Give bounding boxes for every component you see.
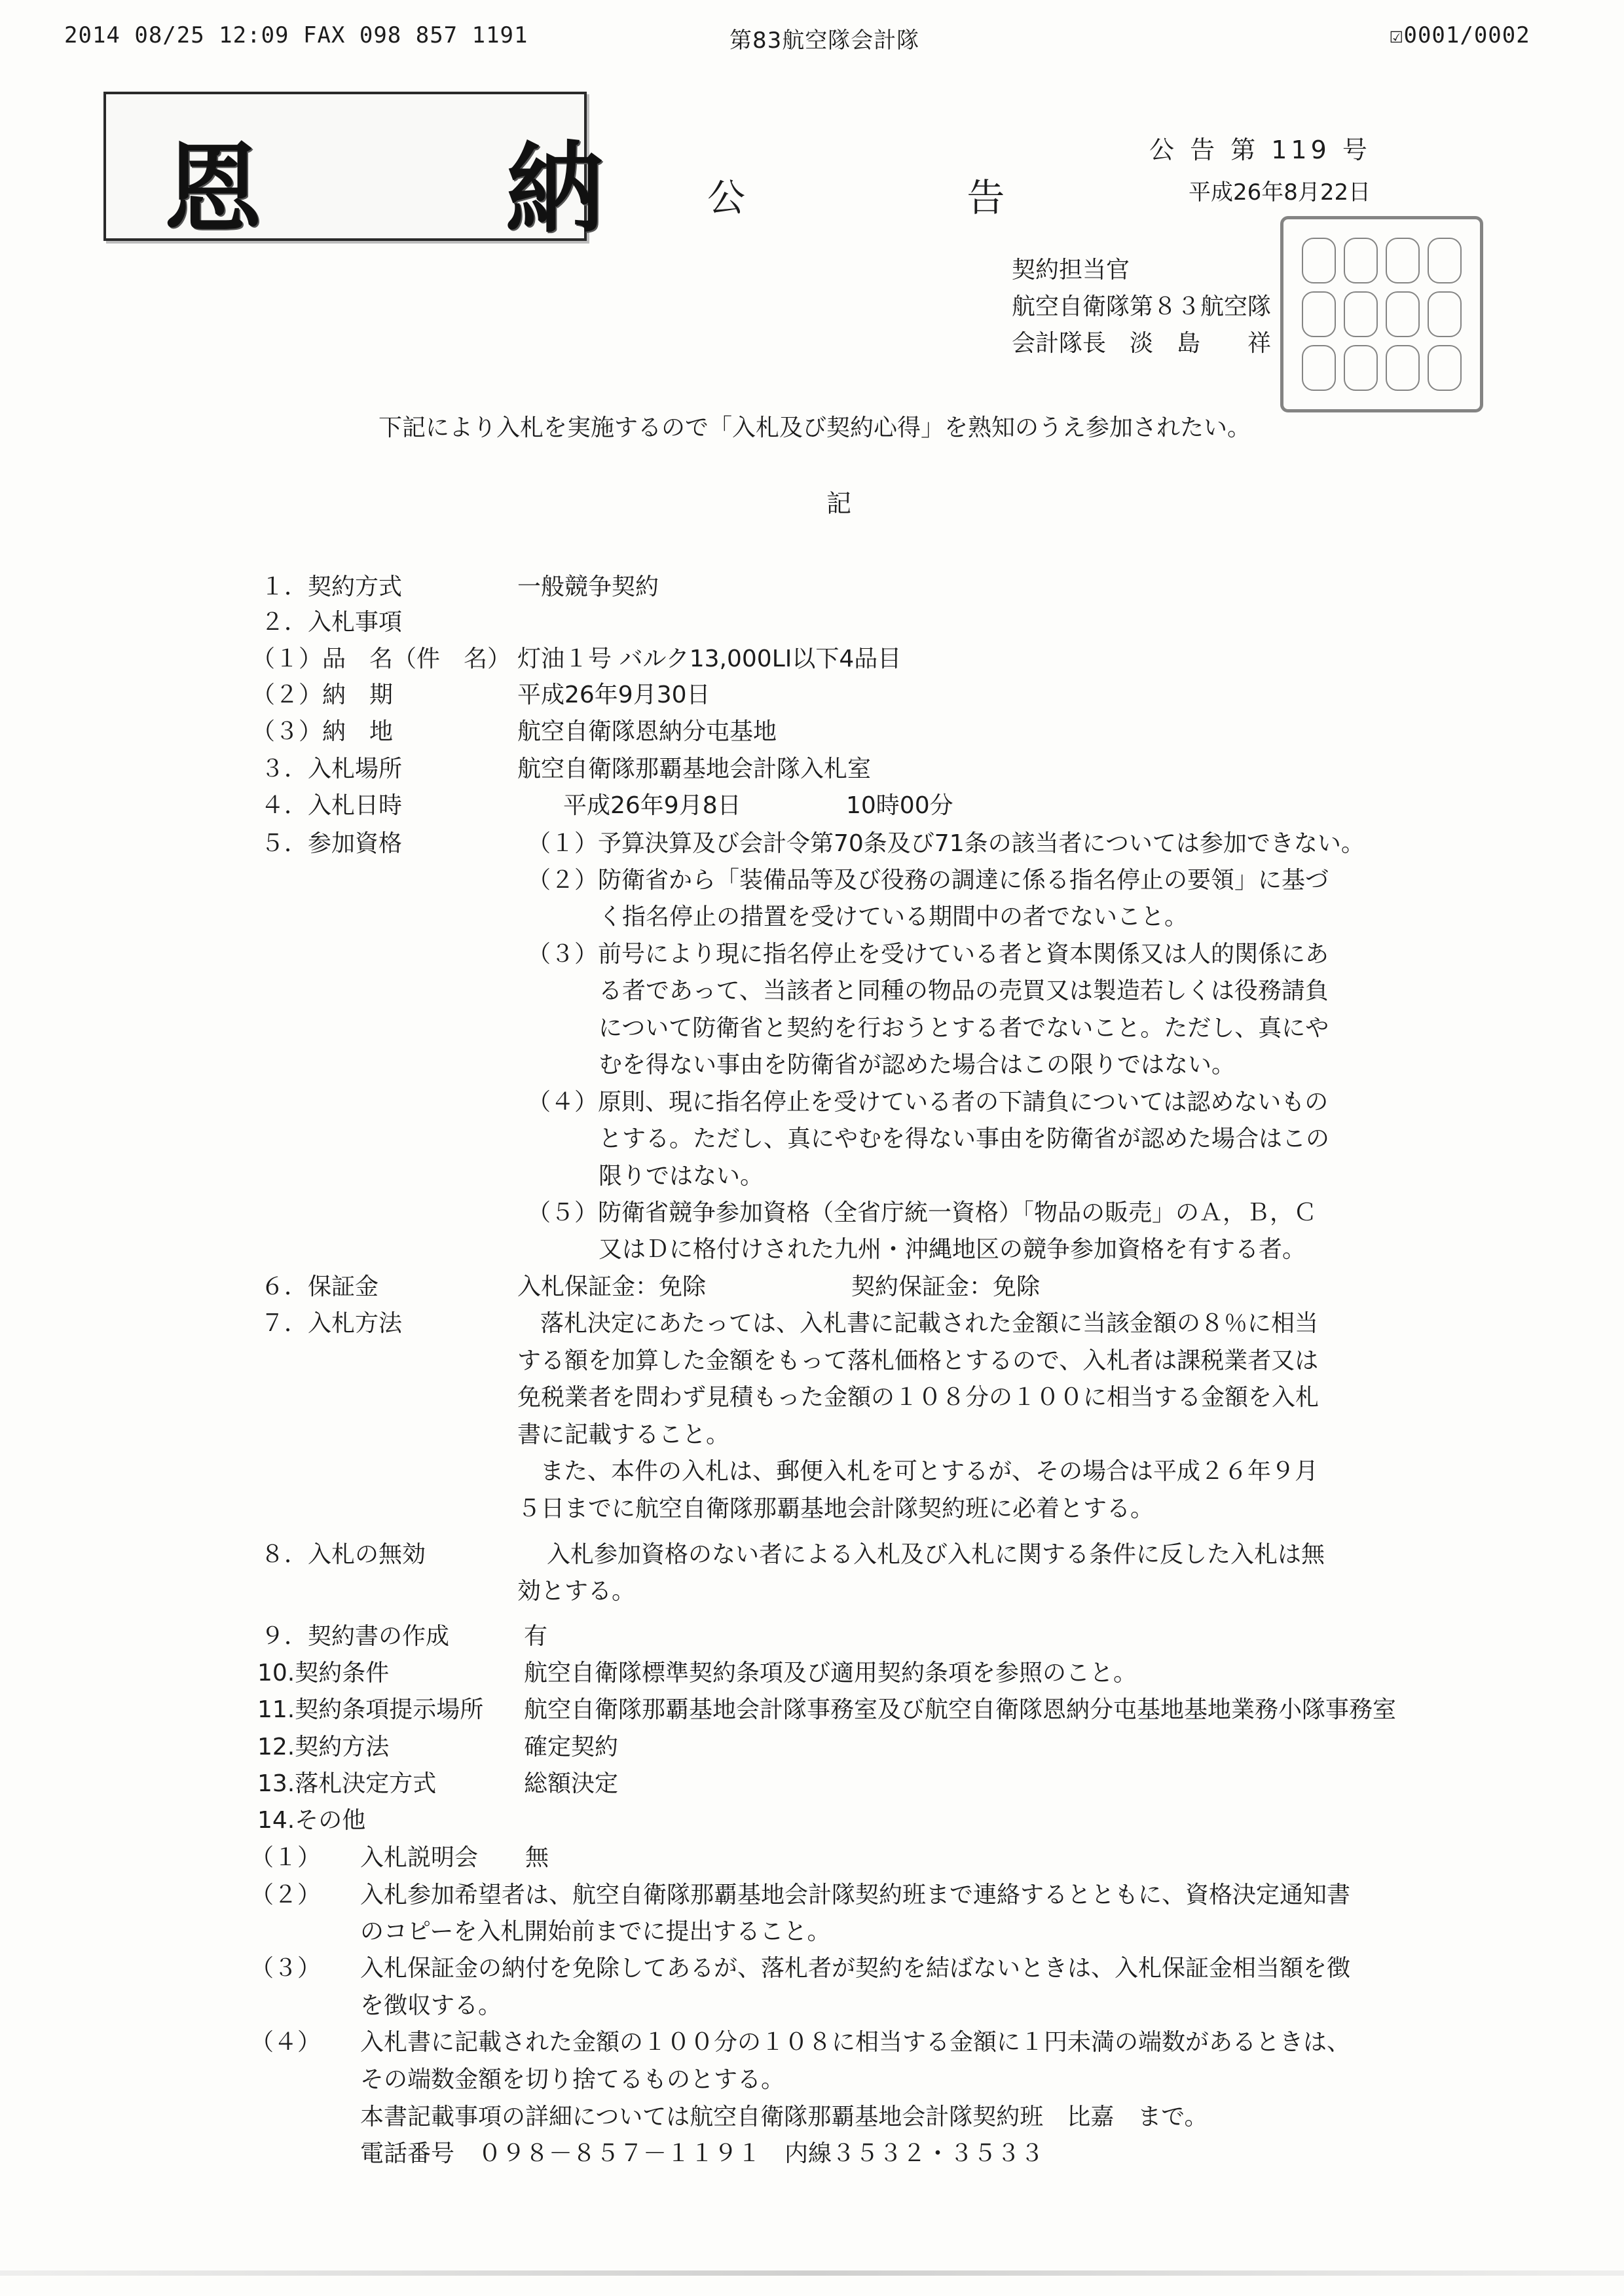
item-5-3d: むを得ない事由を防衛省が認めた場合はこの限りではない。 bbox=[599, 1051, 1236, 1078]
item-14-2a: 入札参加希望者は、航空自衛隊那覇基地会計隊契約班まで連絡するとともに、資格決定通知書 bbox=[360, 1882, 1351, 1908]
item-8-a: 入札参加資格のない者による入札及び入札に関する条件に反した入札は無 bbox=[547, 1541, 1325, 1568]
item-4-label: ４．入札日時 bbox=[261, 792, 403, 819]
item-6-bid-bond: 入札保証金：免除 bbox=[517, 1273, 707, 1300]
ki-heading: 記 bbox=[826, 489, 852, 518]
item-9-value: 有 bbox=[524, 1623, 548, 1650]
notice-number: 公 告 第 119 号 bbox=[1149, 136, 1371, 164]
item-2-1-value: 灯油１号 バルク13,000LI以下4品目 bbox=[517, 646, 902, 672]
document-title: 公 告 bbox=[707, 175, 1110, 220]
item-7-a: 落札決定にあたっては、入札書に記載された金額に当該金額の８％に相当 bbox=[540, 1310, 1319, 1337]
item-4-time: 10時00分 bbox=[846, 792, 953, 819]
item-2-2-label: （２）納 期 bbox=[251, 682, 394, 708]
item-13-label: 13.落札決定方式 bbox=[257, 1770, 437, 1797]
fax-header-unit: 第83航空隊会計隊 bbox=[729, 27, 920, 54]
item-5-3b: る者であって、当該者と同種の物品の売買又は製造若しくは役務請負 bbox=[599, 977, 1329, 1004]
item-14-3a: 入札保証金の納付を免除してあるが、落札者が契約を結ばないときは、入札保証金相当額を徴 bbox=[360, 1955, 1351, 1982]
phone-number: 電話番号 ０９８－８５７－１１９１ 内線３５３２・３５３３ bbox=[360, 2140, 1044, 2167]
item-7-d: 書に記載すること。 bbox=[517, 1421, 730, 1448]
item-5-label: ５．参加資格 bbox=[261, 830, 403, 857]
item-2-3-label: （３）納 地 bbox=[251, 718, 394, 745]
item-5-4a: （４）原則、現に指名停止を受けている者の下請負については認めないもの bbox=[527, 1089, 1329, 1116]
item-2-2-value: 平成26年9月30日 bbox=[517, 682, 710, 708]
item-14-4b: その端数金額を切り捨てるものとする。 bbox=[360, 2066, 785, 2093]
item-5-5a: （５）防衛省競争参加資格（全省庁統一資格）「物品の販売」のＡ，Ｂ，Ｃ bbox=[527, 1199, 1318, 1226]
item-5-2a: （２）防衛省から「装備品等及び役務の調達に係る指名停止の要領」に基づ bbox=[527, 867, 1329, 894]
item-5-4c: 限りではない。 bbox=[599, 1163, 764, 1190]
fax-header-page: ☑0001/0002 bbox=[1390, 22, 1530, 48]
item-10-value: 航空自衛隊標準契約条項及び適用契約条項を参照のこと。 bbox=[524, 1660, 1137, 1686]
fax-header-sender: 2014 08/25 12:09 FAX 098 857 1191 bbox=[64, 22, 528, 48]
item-6-label: ６．保証金 bbox=[261, 1273, 379, 1300]
item-7-e: また、本件の入札は、郵便入札を可とするが、その場合は平成２６年９月 bbox=[540, 1458, 1319, 1485]
item-7-f: ５日までに航空自衛隊那覇基地会計隊契約班に必着とする。 bbox=[517, 1495, 1154, 1522]
item-6-contract-bond: 契約保証金：免除 bbox=[851, 1273, 1041, 1300]
item-10-label: 10.契約条件 bbox=[257, 1660, 390, 1686]
item-1-value: 一般競争契約 bbox=[517, 574, 659, 600]
item-5-1: （１）予算決算及び会計令第70条及び71条の該当者については参加できない。 bbox=[527, 830, 1365, 857]
item-7-label: ７．入札方法 bbox=[261, 1310, 403, 1337]
item-2-label: ２．入札事項 bbox=[261, 609, 403, 636]
item-5-2b: く指名停止の措置を受けている期間中の者でないこと。 bbox=[599, 903, 1189, 930]
item-2-1-label: （１）品 名（件 名） bbox=[251, 646, 511, 672]
notice-date: 平成26年8月22日 bbox=[1189, 179, 1371, 206]
item-5-3c: について防衛省と契約を行おうとする者でないこと。ただし、真にや bbox=[599, 1015, 1329, 1042]
item-2-3-value: 航空自衛隊恩納分屯基地 bbox=[517, 718, 777, 745]
item-11-label: 11.契約条項提示場所 bbox=[257, 1696, 484, 1723]
item-13-value: 総額決定 bbox=[524, 1770, 619, 1797]
item-3-label: ３．入札場所 bbox=[261, 756, 403, 782]
item-1-label: １．契約方式 bbox=[261, 574, 403, 600]
item-14-label: 14.その他 bbox=[257, 1807, 366, 1834]
item-14-4a: 入札書に記載された金額の１００分の１０８に相当する金額に１円未満の端数があるときは、 bbox=[360, 2029, 1351, 2056]
contract-officer-unit: 航空自衛隊第８３航空隊 bbox=[1012, 293, 1272, 320]
item-14-2b: のコピーを入札開始前までに提出すること。 bbox=[360, 1918, 831, 1945]
item-8-label: ８．入札の無効 bbox=[261, 1541, 426, 1568]
contract-officer-title: 契約担当官 bbox=[1012, 257, 1130, 283]
onna-stamp-text: 恩 納 bbox=[164, 132, 709, 247]
item-12-value: 確定契約 bbox=[524, 1734, 619, 1760]
item-5-3a: （３）前号により現に指名停止を受けている者と資本関係又は人的関係にあ bbox=[527, 941, 1329, 968]
item-8-b: 効とする。 bbox=[517, 1578, 636, 1605]
contact-info: 本書記載事項の詳細については航空自衛隊那覇基地会計隊契約班 比嘉 まで。 bbox=[360, 2104, 1208, 2130]
item-5-4b: とする。ただし、真にやむを得ない事由を防衛省が認めた場合はこの bbox=[599, 1125, 1330, 1152]
item-4-date: 平成26年9月8日 bbox=[563, 792, 741, 819]
intro-text: 下記により入札を実施するので「入札及び契約心得」を熟知のうえ参加されたい。 bbox=[378, 414, 1251, 441]
item-14-4-label: （４） bbox=[250, 2029, 322, 2056]
item-14-3b: を徴収する。 bbox=[360, 1992, 502, 2019]
item-5-5b: 又はＤに格付けされた九州・沖縄地区の競争参加資格を有する者。 bbox=[599, 1236, 1306, 1263]
bottom-scan-edge bbox=[0, 2270, 1624, 2276]
seal-pattern bbox=[1298, 234, 1466, 395]
item-14-3-label: （３） bbox=[250, 1955, 322, 1982]
item-14-2-label: （２） bbox=[250, 1882, 322, 1908]
item-11-value: 航空自衛隊那覇基地会計隊事務室及び航空自衛隊恩納分屯基地基地業務小隊事務室 bbox=[524, 1696, 1397, 1723]
item-9-label: ９．契約書の作成 bbox=[261, 1623, 450, 1650]
item-3-value: 航空自衛隊那覇基地会計隊入札室 bbox=[517, 756, 872, 782]
official-seal bbox=[1280, 216, 1483, 412]
item-14-1-label: （１） bbox=[250, 1844, 322, 1871]
contract-officer bbox=[1012, 252, 1271, 362]
item-12-label: 12.契約方法 bbox=[257, 1734, 390, 1760]
item-7-b: する額を加算した金額をもって落札価格とするので、入札者は課税業者又は bbox=[517, 1347, 1319, 1374]
contract-officer-name: 会計隊長 淡 島 祥 bbox=[1012, 330, 1272, 357]
item-7-c: 免税業者を問わず見積もった金額の１０８分の１００に相当する金額を入札 bbox=[517, 1384, 1320, 1411]
item-14-1-value: 入札説明会 無 bbox=[360, 1844, 549, 1871]
